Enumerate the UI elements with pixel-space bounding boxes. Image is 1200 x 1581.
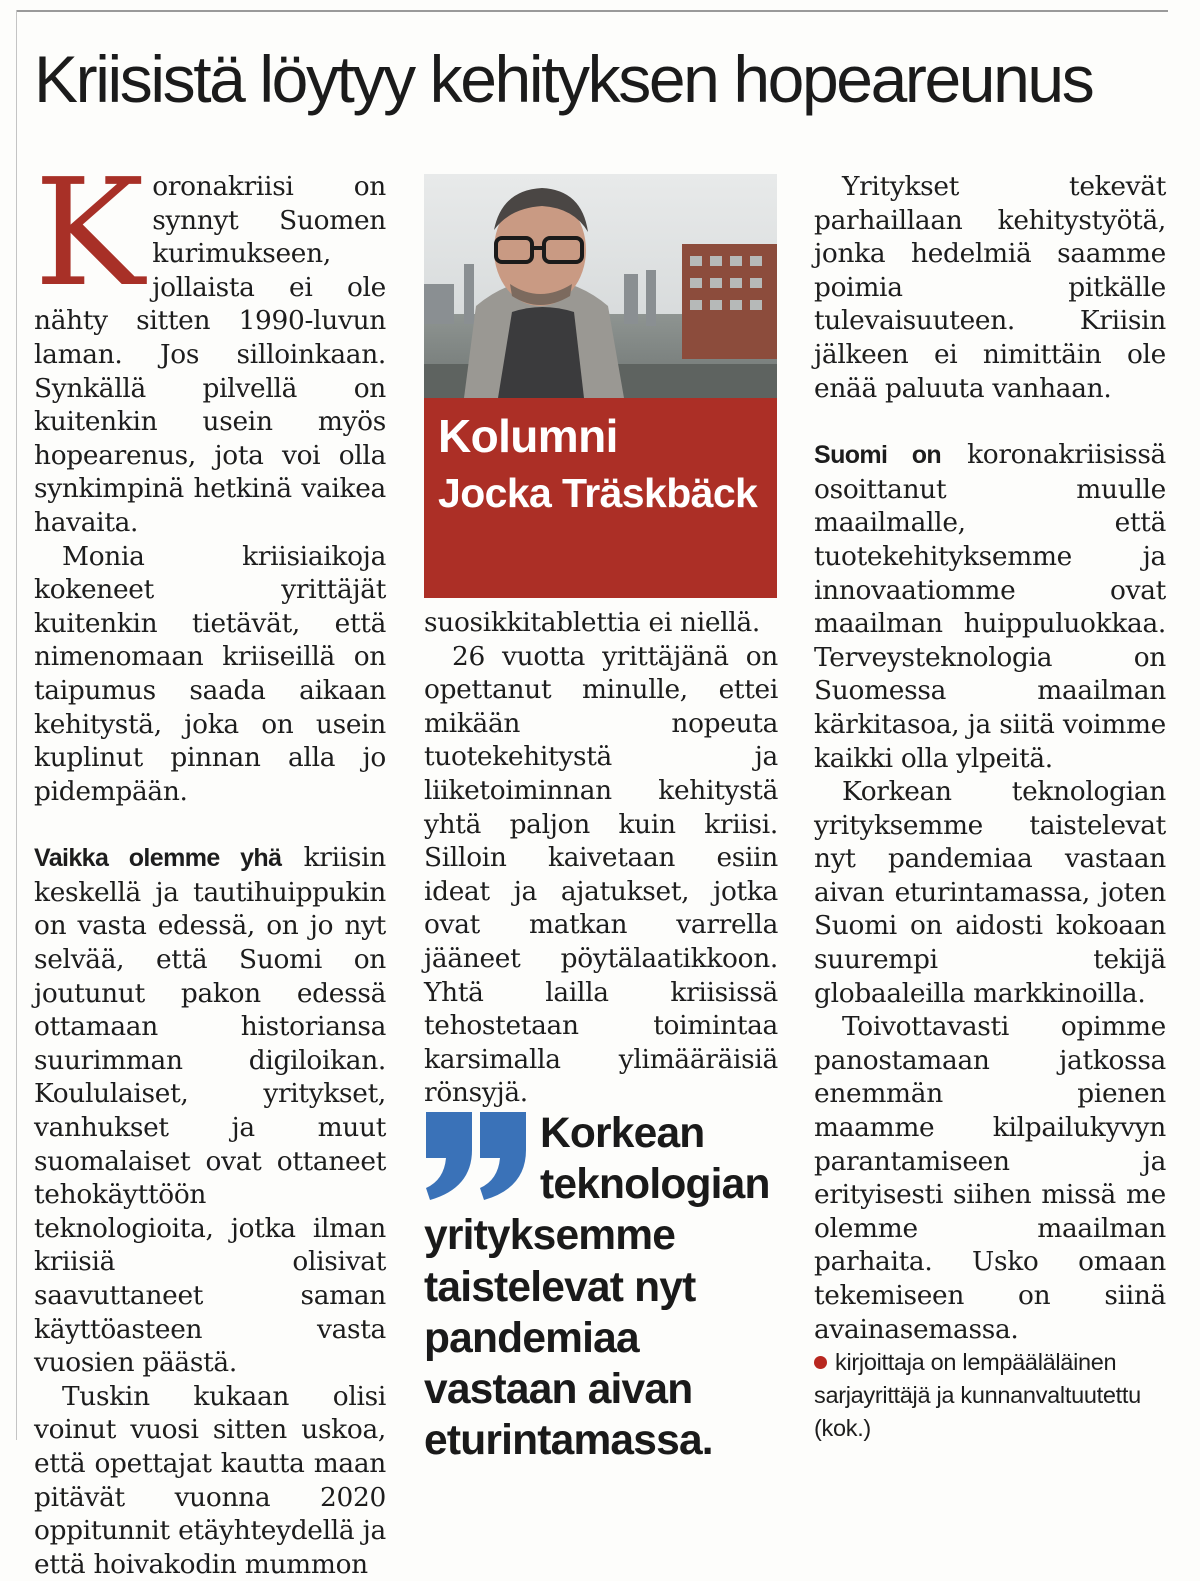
body-paragraph: Monia kriisiaikoja kokeneet yrittäjät kuitenkin tietävät, että nimenomaan kriiseillä on taipumus saada aikaan kehitystä, joka on usein kuplinut pinnan alla jo pidempään. <box>34 540 386 807</box>
pull-quote-text: Korkean teknologian yrityksemme taistelevat nyt pandemiaa vastaan aivan eturintamassa. <box>424 1110 770 1465</box>
quote-mark-icon <box>424 1110 530 1202</box>
page-edge-rule <box>16 10 17 1440</box>
body-paragraph: Toivottavasti opimme panostamaan jatkossa enemmän pienen maamme kilpailukyvyn parantamiseen ja erityisesti siihen missä me olemme maailman parhaita. Usko omaan tekemiseen on siinä avainasemassa. <box>814 1011 1166 1345</box>
column-label: Kolumni <box>438 410 618 462</box>
column-label-box <box>424 398 777 598</box>
article-column-1 <box>34 147 386 1581</box>
lead-paragraph <box>34 147 386 540</box>
top-rule <box>16 10 1168 12</box>
article-headline: Kriisistä löytyy kehityksen hopeareunus <box>34 42 1093 116</box>
article-column-2 <box>424 606 778 1110</box>
body-paragraph: suosikkitablettia ei niellä. <box>424 607 761 638</box>
body-paragraph: Tuskin kukaan olisi voinut vuosi sitten uskoa, että opettajat kautta maan pitävät vuonna 2020 oppitunnit etäyhteydellä ja että hoivakodin mummon <box>34 1380 386 1580</box>
paragraph-lead-in: Vaikka olemme yhä <box>34 844 282 873</box>
byline-text: kirjoittaja on lempääläläinen sarjayrittäjä ja kunnanvaltuutettu (kok.) <box>814 1349 1141 1442</box>
author-byline <box>814 1346 1166 1445</box>
body-paragraph-section <box>34 841 386 1380</box>
body-paragraph: Korkean teknologian yrityksemme taistelevat nyt pandemiaa vastaan aivan eturintamassa, joten Suomi on aidosti kokoaan suurempi tekijä globaaleilla markkinoilla. <box>814 776 1166 1009</box>
paragraph-lead-in: Suomi on <box>814 441 942 470</box>
paragraph-text: kriisin keskellä ja tautihuippukin on vasta edessä, on jo nyt selvää, että Suomi on joutunut pakon edessä ottamaan historiansa suurimman digiloikan. Koululaiset, yritykset, vanhukset ja muut suomalaiset ovat ottaneet tehokäyttöön teknologioita, jotka ilman kriisiä olisivat saavuttaneet saman käyttöasteen vasta vuosien päästä. <box>34 842 386 1379</box>
body-paragraph: 26 vuotta yrittäjänä on opettanut minulle, ettei mikään nopeuta tuotekehitystä ja liiketoiminnan kehitystä yhtä paljon kuin kriisi. Silloin kaivetaan esiin ideat ja ajatukset, jotka ovat matkan varrella jääneet pöytälaatikkoon. Yhtä lailla kriisissä tehostetaan toimintaa karsimalla ylimääräisiä rönsyjä. <box>424 640 778 1109</box>
body-paragraph: Yritykset tekevät parhaillaan kehitystyötä, jonka hedelmiä saamme poimia pitkälle tulevaisuuteen. Kriisin jälkeen ei nimittäin ole enää paluuta vanhaan. <box>814 171 1166 404</box>
lead-paragraph-text: oronakriisi on synnyt Suomen kurimukseen, jollaista ei ole nähty sitten 1990-luvun laman. Jos silloinkaan. Synkällä pilvellä on kuitenkin usein myös hopearenus, jota voi olla synkimpinä hetkinä vaikea havaita. <box>34 171 386 538</box>
drop-cap: K <box>34 147 145 319</box>
article-column-3 <box>814 170 1166 1445</box>
author-name: Jocka Träskbäck <box>438 470 758 516</box>
body-paragraph-section <box>814 438 1166 775</box>
bullet-dot-icon <box>814 1356 827 1369</box>
paragraph-text: koronakriisissä osoittanut muulle maailmalle, että tuotekehityksemme ja innovaatiomme ovat maailman huippuluokkaa. Terveysteknologia on Suomessa maailman kärkitasoa, ja siitä voimme kaikki olla ylpeitä. <box>814 439 1166 774</box>
pull-quote <box>424 1108 784 1466</box>
author-photo <box>424 174 777 398</box>
